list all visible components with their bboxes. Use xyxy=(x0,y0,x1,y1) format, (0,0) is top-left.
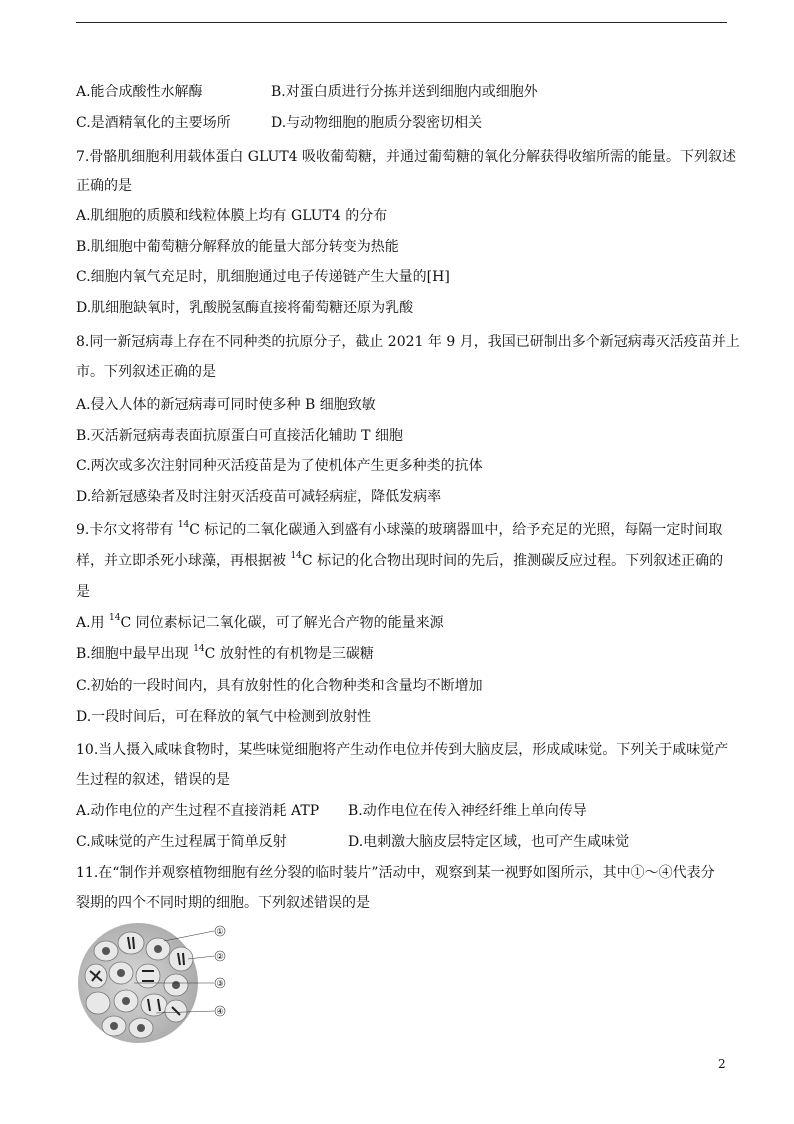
q7-option-d: D.肌细胞缺氧时，乳酸脱氢酶直接将葡萄糖还原为乳酸 xyxy=(76,300,414,316)
q9-option-c: C.初始的一段时间内，具有放射性的化合物种类和含量均不断增加 xyxy=(76,678,483,694)
label-circles xyxy=(215,926,225,1016)
page-number: 2 xyxy=(718,1057,726,1071)
label-3: ③ xyxy=(216,979,224,988)
q9-stem-line1: 9.卡尔文将带有 $^{14}$C 标记的二氧化碳通入到盛有小球藻的玻璃器皿中，给予充足的光照，每隔一定时间取 xyxy=(76,520,723,538)
label-1: ① xyxy=(216,927,224,936)
q7-option-a: A.肌细胞的质膜和线粒体膜上均有 GLUT4 的分布 xyxy=(76,208,388,224)
q9-option-d: D.一段时间后，可在释放的氧气中检测到放射性 xyxy=(76,709,372,725)
q9-option-b: B.细胞中最早出现 $^{14}$C 放射性的有机物是三碳糖 xyxy=(76,644,374,662)
q8-option-d: D.给新冠感染者及时注射灭活疫苗可减轻病症，降低发病率 xyxy=(76,489,442,505)
q10-option-d: D.电刺激大脑皮层特定区域，也可产生咸味觉 xyxy=(348,834,630,850)
q8-option-b: B.灭活新冠病毒表面抗原蛋白可直接活化辅助 T 细胞 xyxy=(76,428,403,444)
q6-option-c: C.是酒精氧化的主要场所 xyxy=(76,115,231,131)
q10-option-c: C.咸味觉的产生过程属于简单反射 xyxy=(76,834,287,850)
q9-stem-line3: 是 xyxy=(76,584,90,600)
mitosis-micrograph-figure xyxy=(76,921,246,1046)
q7-stem-line1: 7.骨骼肌细胞利用载体蛋白 GLUT4 吸收葡萄糖，并通过葡萄糖的氧化分解获得收缩所需的能量。下列叙述 xyxy=(76,149,737,165)
q10-option-b: B.动作电位在传入神经纤维上单向传导 xyxy=(348,803,587,819)
q7-option-b: B.肌细胞中葡萄糖分解释放的能量大部分转变为热能 xyxy=(76,239,399,255)
label-4: ④ xyxy=(216,1007,224,1016)
q8-option-a: A.侵入人体的新冠病毒可同时使多种 B 细胞致敏 xyxy=(76,397,376,413)
q6-option-a: A.能合成酸性水解酶 xyxy=(76,84,203,100)
header-rule xyxy=(76,22,727,23)
q7-option-c: C.细胞内氧气充足时，肌细胞通过电子传递链产生大量的[H] xyxy=(76,269,450,285)
q9-option-a: A.用 $^{14}$C 同位素标记二氧化碳，可了解光合产物的能量来源 xyxy=(76,613,444,631)
q11-stem-line1: 11.在“制作并观察植物细胞有丝分裂的临时装片”活动中，观察到某一视野如图所示，其中①～④代表分 xyxy=(76,865,715,881)
q8-stem-line1: 8.同一新冠病毒上存在不同种类的抗原分子，截止 2021 年 9 月，我国已研制出多个新冠病毒灭活疫苗并上 xyxy=(76,334,740,350)
q11-stem-line2: 裂期的四个不同时期的细胞。下列叙述错误的是 xyxy=(76,895,370,911)
q8-option-c: C.两次或多次注射同种灭活疫苗是为了使机体产生更多种类的抗体 xyxy=(76,458,483,474)
q10-option-a: A.动作电位的产生过程不直接消耗 ATP xyxy=(76,803,320,819)
q10-stem-line1: 10.当人摄入咸味食物时，某些味觉细胞将产生动作电位并传到大脑皮层，形成咸味觉。下列关于咸味觉产 xyxy=(76,742,729,758)
q8-stem-line2: 市。下列叙述正确的是 xyxy=(76,364,216,380)
q6-option-d: D.与动物细胞的胞质分裂密切相关 xyxy=(271,115,483,131)
q6-option-b: B.对蛋白质进行分拣并送到细胞内或细胞外 xyxy=(271,84,538,100)
q9-stem-line2: 样，并立即杀死小球藻，再根据被 $^{14}$C 标记的化合物出现时间的先后，推测碳反应过程。下列叙述正确的 xyxy=(76,551,724,569)
q10-stem-line2: 生过程的叙述，错误的是 xyxy=(76,772,230,788)
q7-stem-line2: 正确的是 xyxy=(76,178,132,194)
label-2: ② xyxy=(216,952,224,961)
